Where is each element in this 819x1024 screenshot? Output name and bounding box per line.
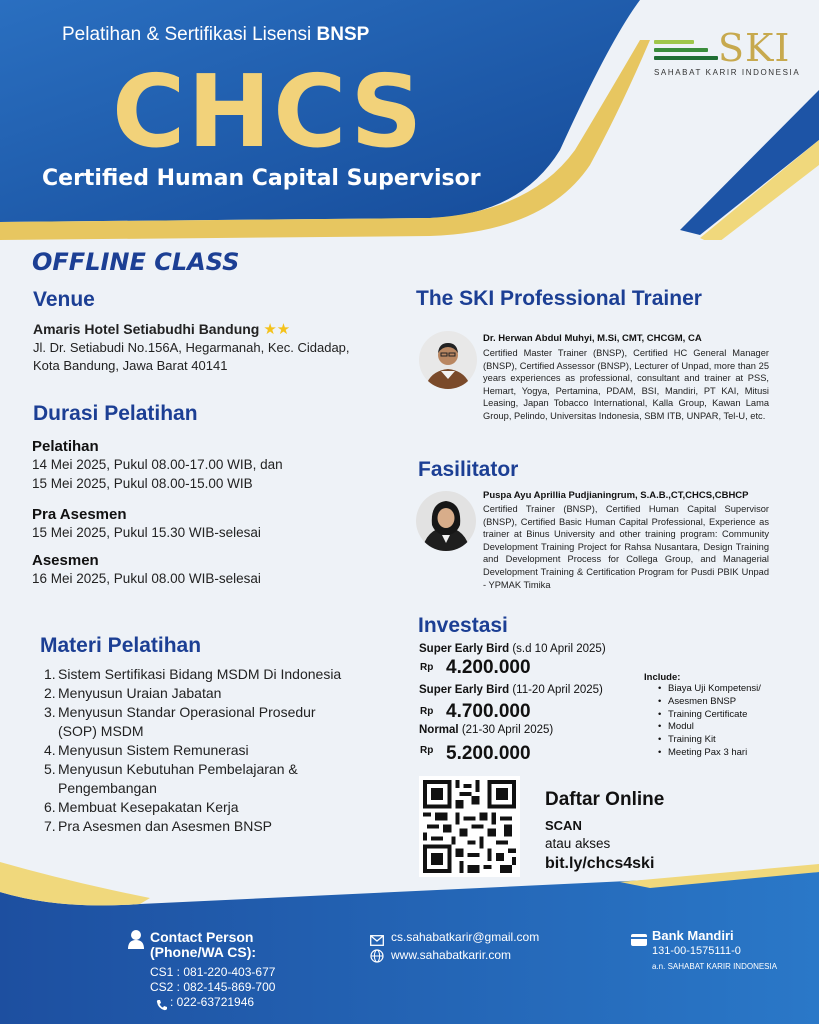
currency-label: Rp <box>420 706 434 717</box>
durasi-label: Pelatihan <box>32 438 99 455</box>
globe-icon <box>370 948 384 967</box>
registration-link[interactable]: bit.ly/chcs4ski <box>545 855 655 872</box>
star-icon: ★★ <box>263 321 291 338</box>
akses-label: atau akses <box>545 836 611 851</box>
durasi-asesmen <box>32 552 261 588</box>
list-item: • Biaya Uji Kompetensi/ <box>658 683 761 696</box>
durasi-pra-asesmen <box>32 506 261 542</box>
logo-bars-icon <box>654 40 718 64</box>
durasi-label: Pra Asesmen <box>32 506 127 523</box>
contact-cs1[interactable]: CS1 : 081-220-403-677 <box>150 965 276 979</box>
durasi-line: 14 Mei 2025, Pukul 08.00-17.00 WIB, dan <box>32 457 283 472</box>
durasi-line: 15 Mei 2025, Pukul 08.00-15.00 WIB <box>32 476 253 491</box>
price-tier-label: Super Early Bird (s.d 10 April 2025) <box>419 643 606 655</box>
list-item: 7. Pra Asesmen dan Asesmen BNSP <box>44 818 272 834</box>
contact-website[interactable]: www.sahabatkarir.com <box>391 948 512 962</box>
person-icon <box>127 929 145 953</box>
list-item: • Training Kit <box>658 734 761 747</box>
price-value: 4.200.000 <box>446 657 531 678</box>
venue-heading: Venue <box>33 288 95 311</box>
bank-holder: a.n. SAHABAT KARIR INDONESIA <box>652 962 778 971</box>
contact-cs2[interactable]: CS2 : 082-145-869-700 <box>150 980 276 994</box>
durasi-pelatihan <box>32 438 283 493</box>
currency-label: Rp <box>420 662 434 673</box>
fasilitator-bio: Certified Trainer (BNSP), Certified Human Capital Supervisor (BNSP), Certified Basic Human Capital Professional, Experience as trainer at Binus University and other training program: Community Development Training Project for Rahsa Nusantara, Design Training and Development Process for Collega Group, and Managerial Development Training & Certification Program for Pusdi PBIK Unpad - YPMAK Timika <box>483 504 769 590</box>
offline-class-heading: OFFLINE CLASS <box>32 248 240 276</box>
list-item: 5. Menyusun Kebutuhan Pembelajaran & Pengembangan <box>44 761 298 796</box>
include-title: Include: <box>644 672 681 683</box>
price-value: 5.200.000 <box>446 743 531 764</box>
durasi-line: 15 Mei 2025, Pukul 15.30 WIB-selesai <box>32 525 261 540</box>
fasilitator-photo <box>416 491 476 551</box>
include-list <box>644 672 761 760</box>
contact-subtitle: (Phone/WA CS): <box>150 944 257 960</box>
venue-address-line: Jl. Dr. Setiabudi No.156A, Hegarmanah, Kec. Cidadap, <box>33 340 350 355</box>
list-item: 3. Menyusun Standar Operasional Prosedur (SOP) MSDM <box>44 704 316 739</box>
materi-list <box>44 665 354 836</box>
list-item: • Meeting Pax 3 hari <box>658 747 761 760</box>
card-icon <box>631 931 647 950</box>
contact-email[interactable]: cs.sahabatkarir@gmail.com <box>391 930 540 944</box>
price-tier-label: Super Early Bird (11-20 April 2025) <box>419 684 603 696</box>
logo-subtitle: SAHABAT KARIR INDONESIA <box>654 68 801 77</box>
scan-label: SCAN <box>545 818 582 833</box>
program-acronym: CHCS <box>112 53 425 170</box>
logo-text: SKI <box>718 26 791 70</box>
program-full-title: Certified Human Capital Supervisor <box>42 166 481 191</box>
bank-account: 131-00-1575111-0 <box>652 945 741 957</box>
currency-label: Rp <box>420 745 434 756</box>
list-item: • Training Certificate <box>658 709 761 722</box>
contact-phone[interactable]: : 022-63721946 <box>170 995 255 1009</box>
durasi-heading: Durasi Pelatihan <box>33 402 198 425</box>
list-item: 4. Menyusun Sistem Remunerasi <box>44 742 249 758</box>
materi-heading: Materi Pelatihan <box>40 634 202 657</box>
trainer-name: Dr. Herwan Abdul Muhyi, M.Si, CMT, CHCGM, CA <box>483 333 702 344</box>
price-value: 4.700.000 <box>446 701 531 722</box>
daftar-online-heading: Daftar Online <box>545 789 665 810</box>
list-item: • Asesmen BNSP <box>658 696 761 709</box>
fasilitator-heading: Fasilitator <box>418 458 519 481</box>
list-item: • Modul <box>658 721 761 734</box>
list-item: 1. Sistem Sertifikasi Bidang MSDM Di Indonesia <box>44 666 342 682</box>
header-subtitle: Pelatihan & Sertifikasi Lisensi BNSP <box>62 24 370 45</box>
fasilitator-name: Puspa Ayu Aprillia Pudjianingrum, S.A.B.,CT,CHCS,CBHCP <box>483 490 749 501</box>
bank-name: Bank Mandiri <box>652 928 734 943</box>
trainer-heading: The SKI Professional Trainer <box>416 287 702 310</box>
price-tier-label: Normal (21-30 April 2025) <box>419 724 554 736</box>
ski-logo <box>650 26 810 82</box>
venue-name: Amaris Hotel Setiabudhi Bandung <box>33 321 260 337</box>
investasi-heading: Investasi <box>418 614 508 637</box>
durasi-label: Asesmen <box>32 552 99 569</box>
phone-icon <box>156 996 168 1015</box>
contact-title: Contact Person <box>150 929 254 945</box>
list-item: 2. Menyusun Uraian Jabatan <box>44 685 222 701</box>
list-item: 6. Membuat Kesepakatan Kerja <box>44 799 239 815</box>
durasi-line: 16 Mei 2025, Pukul 08.00 WIB-selesai <box>32 571 261 586</box>
trainer-photo <box>419 331 477 389</box>
trainer-bio: Certified Master Trainer (BNSP), Certified HC General Manager (BNSP), Certified Assessor (BNSP), Lecturer of Unpad, more than 25 years experiences as professional, consultant and trainer at PSS, Hemart, Yogya, Pertamina, PDAM, BSI, Mandiri, PT KAI, Mitusi Leasing, Japan Tobacco International, Kalla Group, Kawan Lama Group, Pelindo, Universitas Indonesia, SBM ITB, UNPAR, Tel-U, etc. <box>483 348 769 421</box>
venue-details <box>33 320 393 375</box>
venue-address-line: Kota Bandung, Jawa Barat 40141 <box>33 358 228 373</box>
